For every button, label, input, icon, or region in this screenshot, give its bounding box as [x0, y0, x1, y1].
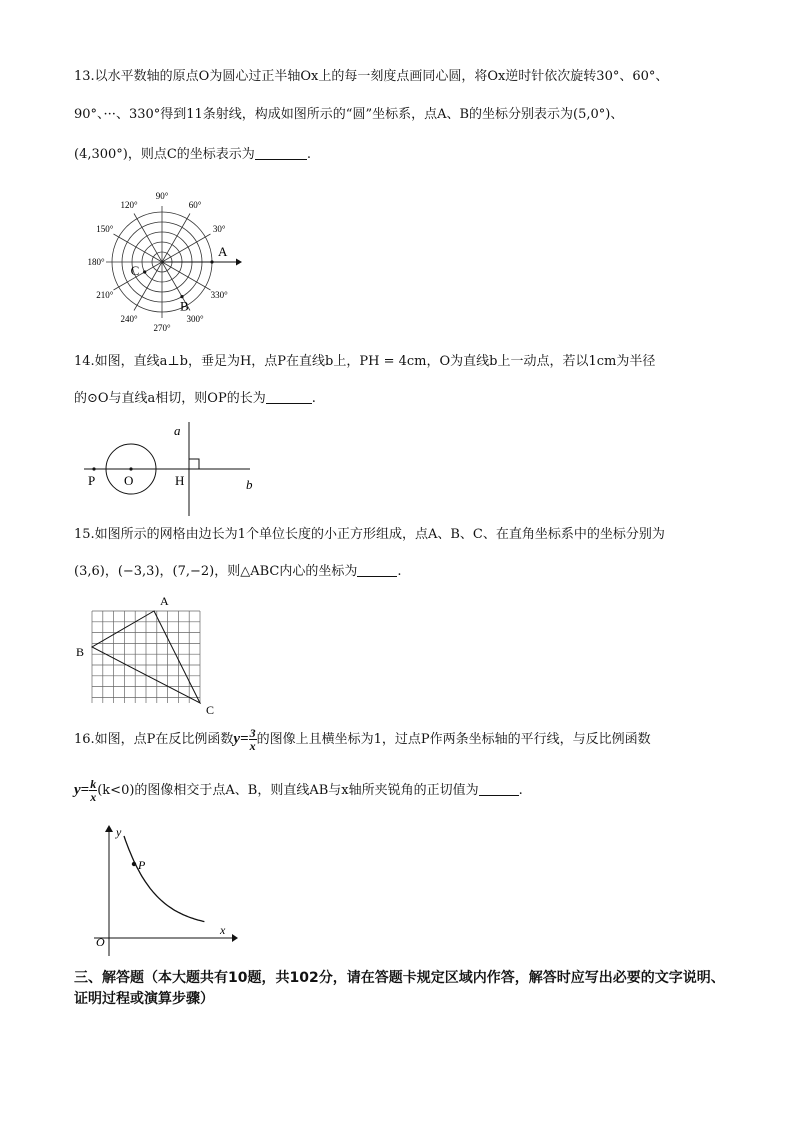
- q13-line3-text: (4,300°)，则点C的坐标表示为: [74, 147, 255, 162]
- angle-label: 180°: [87, 257, 105, 267]
- x-axis-arrow: [232, 934, 238, 942]
- grid-triangle-figure: [72, 590, 232, 720]
- label-b: b: [246, 477, 253, 492]
- fraction-3-over-x: [249, 727, 257, 752]
- q16-line1: 16.如图，点P在反比例函数y= $\frac{3}{x}$ 的图像上且横坐标为1，过点P作两条坐标轴的平行线，与反比例函数: [74, 726, 651, 753]
- hyperbola-figure: [84, 818, 244, 958]
- q13-period: .: [306, 147, 311, 162]
- frac-num: 3: [249, 726, 256, 740]
- q14-period: .: [311, 391, 316, 406]
- angle-label: 210°: [96, 290, 114, 300]
- q15-line2-text: (3,6)，(−3,3)，(7,−2)，则△ABC内心的坐标为: [74, 564, 358, 579]
- ray: [134, 214, 162, 262]
- ray: [114, 234, 162, 262]
- q14-answer-blank: [266, 389, 312, 404]
- angle-label: 30°: [212, 224, 226, 234]
- angle-label: 270°: [153, 323, 171, 333]
- q15-answer-blank: [357, 562, 397, 577]
- label-c: C: [206, 703, 215, 717]
- label-a: a: [174, 423, 181, 438]
- y-var: y: [74, 782, 81, 798]
- angle-label: 120°: [120, 199, 138, 210]
- label-o: O: [96, 935, 105, 949]
- label-p: P: [138, 858, 146, 872]
- q16-line2: y= $\frac{k}{x}$ (k<0)的图像相交于点A、B，则直线AB与x轴所夹锐角的正切值为 .: [74, 777, 523, 804]
- angle-label: 60°: [188, 199, 202, 210]
- q15-line2: [74, 562, 402, 582]
- angle-label: 90°: [155, 191, 169, 201]
- ray: [162, 234, 210, 262]
- angle-label: 300°: [186, 314, 204, 325]
- angle-label: 330°: [210, 290, 228, 300]
- point-p: [92, 467, 95, 470]
- polar-axis-arrow: [236, 259, 242, 266]
- polar-coordinate-figure: [72, 182, 252, 342]
- label-o: O: [124, 473, 134, 488]
- label-a: A: [218, 244, 228, 259]
- q16-answer-blank: [479, 781, 519, 796]
- label-h: H: [175, 473, 185, 488]
- label-c: C: [130, 263, 140, 278]
- hyperbola-curve: [124, 836, 204, 922]
- label-b: B: [76, 645, 85, 659]
- angle-label: 240°: [120, 314, 138, 325]
- label-x: x: [220, 923, 226, 937]
- frac-den: x: [90, 790, 97, 804]
- frac-den: x: [249, 739, 256, 753]
- unit-grid: [92, 611, 200, 703]
- q16-line2b: (k<0)的图像相交于点A、B，则直线AB与x轴所夹锐角的正切值为: [97, 783, 479, 798]
- point-p: [132, 862, 136, 866]
- angle-label: 150°: [96, 224, 114, 234]
- section-3-heading: 三、解答题（本大题共有10题，共102分，请在答题卡规定区域内作答，解答时应写出必要的文字说明、证明过程或演算步骤）: [74, 970, 725, 1007]
- q13-line2: 90°、···、330°得到11条射线，构成如图所示的“圆”坐标系，点A、B的坐标分别表示为(5,0°)、: [74, 107, 624, 122]
- label-y: y: [116, 825, 122, 839]
- label-b: B: [180, 298, 189, 314]
- polar-grid: [87, 191, 242, 333]
- q13-line3: [74, 145, 311, 165]
- label-p: P: [88, 473, 96, 488]
- q14-line2: [74, 389, 316, 409]
- y-var: y: [233, 731, 241, 747]
- label-a: A: [160, 594, 169, 608]
- q13-line1: 13.以水平数轴的原点O为圆心过正半轴Ox上的每一刻度点画同心圆，将Ox逆时针依次旋转30°、60°、: [74, 69, 669, 84]
- ray: [162, 262, 210, 290]
- y-axis-arrow: [105, 825, 113, 832]
- q14-line2-text: 的⊙O与直线a相切，则OP的长为: [74, 391, 266, 406]
- q16-line1a: 16.如图，点P在反比例函数: [74, 732, 234, 747]
- q15-line1: 15.如图所示的网格由边长为1个单位长度的小正方形组成，点A、B、C、在直角坐标系中的坐标分别为: [74, 527, 665, 542]
- point-c: [143, 270, 146, 273]
- point-a: [210, 260, 213, 263]
- q13-answer-blank: [255, 145, 307, 160]
- q15-period: .: [397, 564, 402, 579]
- point-o: [129, 467, 132, 470]
- ray: [162, 214, 190, 262]
- q16-period: .: [518, 783, 523, 798]
- q14-line1: 14.如图，直线a⊥b，垂足为H，点P在直线b上，PH = 4cm，O为直线b上一动点，若以1cm为半径: [74, 354, 656, 369]
- right-angle-mark: [189, 459, 199, 469]
- q16-line1b: 的图像上且横坐标为1，过点P作两条坐标轴的平行线，与反比例函数: [256, 732, 651, 747]
- frac-num: k: [90, 777, 97, 791]
- tangent-circle-figure: [78, 418, 268, 518]
